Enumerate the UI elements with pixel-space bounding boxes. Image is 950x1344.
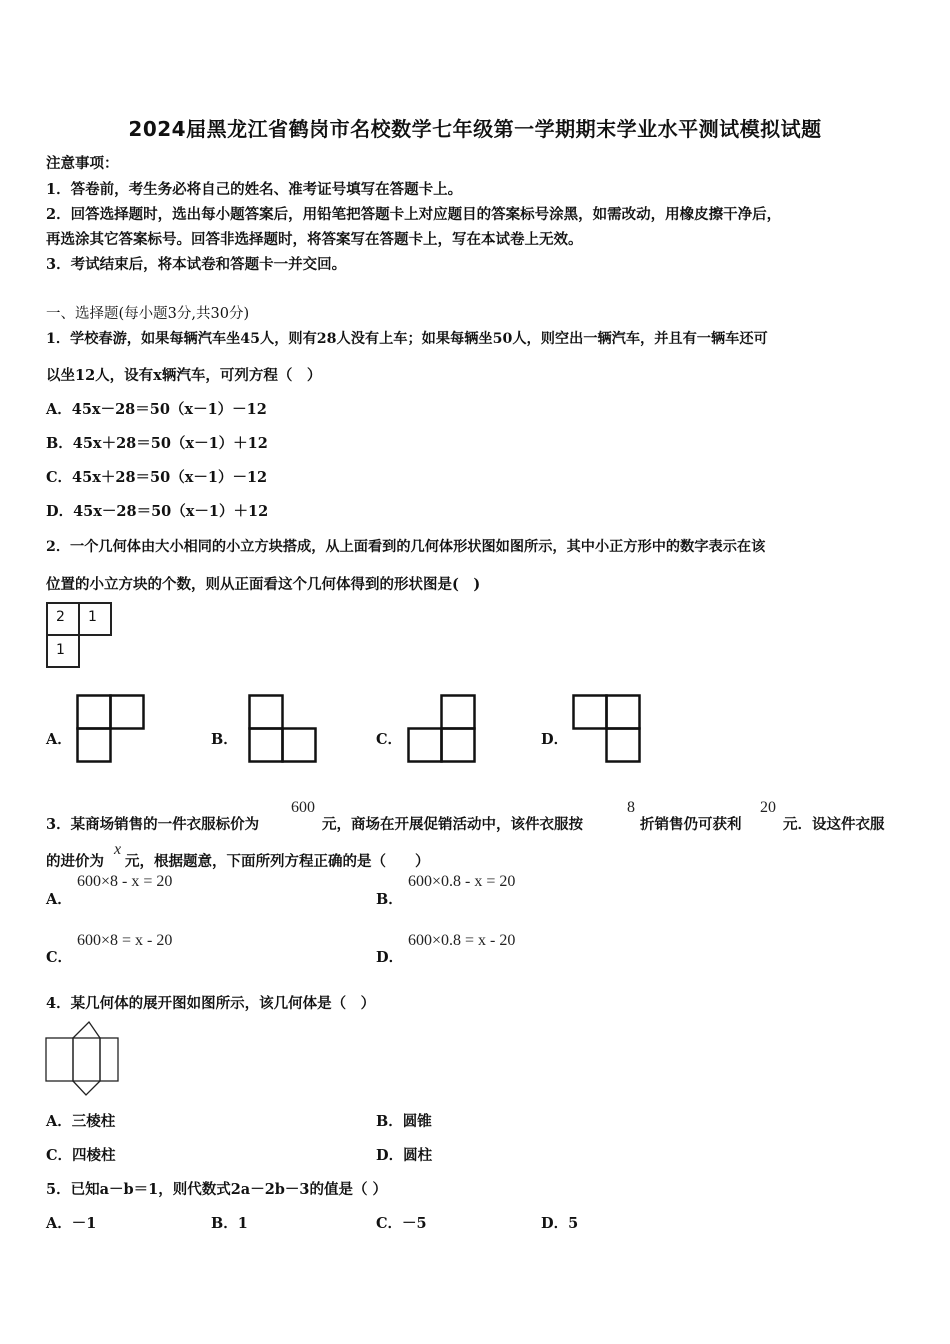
q5-stem: 5．已知a－b＝1，则代数式2a－2b－3的值是（ ） bbox=[46, 1181, 388, 1198]
q1-option-b: B．45x＋28＝50（x－1）＋12 bbox=[46, 435, 268, 452]
q4-option-a: A．三棱柱 bbox=[46, 1113, 116, 1130]
q5-option-b: B．1 bbox=[211, 1215, 248, 1232]
q3-option-d-expr: 600×0.8 = x - 20 bbox=[408, 932, 516, 949]
notice-item: 1．答卷前，考生务必将自己的姓名、准考证号填写在答题卡上。 bbox=[46, 181, 463, 198]
q3-option-c-expr: 600×8 = x - 20 bbox=[77, 932, 173, 949]
q2-option-d-figure bbox=[572, 694, 642, 764]
q5-option-a: A．－1 bbox=[46, 1215, 97, 1232]
q2-option-a-figure bbox=[76, 694, 146, 764]
notice-heading: 注意事项： bbox=[46, 155, 119, 172]
q3-discount: 8 bbox=[627, 799, 635, 816]
q3-option-b-expr: 600×0.8 - x = 20 bbox=[408, 873, 516, 890]
q4-net-figure bbox=[44, 1020, 124, 1086]
q2-stem-line1: 2．一个几何体由大小相同的小立方块搭成，从上面看到的几何体形状图如图所示，其中小正方形中的数字表示在该 bbox=[46, 539, 766, 555]
notice-item: 2．回答选择题时，选出每小题答案后，用铅笔把答题卡上对应题目的答案标号涂黑，如需改动，用橡皮擦干净后， bbox=[46, 206, 782, 223]
q4-stem: 4．某几何体的展开图如图所示，该几何体是（ ） bbox=[46, 995, 376, 1012]
q3-price: 600 bbox=[291, 799, 315, 816]
q2-stem-line2: 位置的小立方块的个数，则从正面看这个几何体得到的形状图是( ) bbox=[46, 576, 481, 593]
q3-stem-line2a: 的进价为 bbox=[46, 853, 104, 870]
section-heading: 一、选择题(每小题3分,共30分) bbox=[46, 306, 250, 322]
q1-option-c: C．45x＋28＝50（x－1）－12 bbox=[46, 469, 268, 486]
q3-option-a-label: A． bbox=[46, 891, 72, 908]
q4-option-c: C．四棱柱 bbox=[46, 1147, 116, 1164]
q1-stem-line1: 1．学校春游，如果每辆汽车坐45人，则有28人没有上车；如果每辆坐50人，则空出一辆汽车，并且有一辆车还可 bbox=[46, 331, 768, 347]
q4-option-b: B．圆锥 bbox=[376, 1113, 432, 1130]
page-title: 2024届黑龙江省鹤岗市名校数学七年级第一学期期末学业水平测试模拟试题 bbox=[128, 117, 822, 141]
q3-stem-line2b: 元，根据题意，下面所列方程正确的是（ ） bbox=[125, 853, 430, 870]
q3-option-c-label: C． bbox=[46, 949, 73, 966]
q2-option-b-figure bbox=[248, 694, 318, 764]
q3-option-d-label: D． bbox=[376, 949, 404, 966]
q1-option-a: A．45x－28＝50（x－1）－12 bbox=[46, 401, 267, 418]
notice-item: 再选涂其它答案标号。回答非选择题时，将答案写在答题卡上，写在本试卷上无效。 bbox=[46, 231, 583, 248]
grid-number: 1 bbox=[56, 642, 65, 658]
q2-option-d-label: D． bbox=[541, 731, 569, 748]
q3-stem-part4: 元．设这件衣服 bbox=[783, 816, 885, 833]
q5-option-c: C．－5 bbox=[376, 1215, 427, 1232]
q3-stem-part3: 折销售仍可获利 bbox=[640, 816, 742, 833]
q5-option-d: D．5 bbox=[541, 1215, 579, 1232]
q2-option-a-label: A． bbox=[46, 731, 72, 748]
q2-option-c-figure bbox=[407, 694, 477, 764]
q1-stem-line2: 以坐12人，设有x辆汽车，可列方程（ ） bbox=[46, 367, 322, 384]
q2-option-b-label: B． bbox=[211, 731, 238, 748]
grid-number: 1 bbox=[88, 609, 97, 625]
q3-stem-part2: 元，商场在开展促销活动中，该件衣服按 bbox=[322, 816, 583, 833]
q3-stem-part1: 3．某商场销售的一件衣服标价为 bbox=[46, 816, 260, 833]
q1-option-d: D．45x－28＝50（x－1）＋12 bbox=[46, 503, 269, 520]
notice-item: 3．考试结束后，将本试卷和答题卡一并交回。 bbox=[46, 256, 347, 273]
q2-option-c-label: C． bbox=[376, 731, 403, 748]
grid-number: 2 bbox=[56, 609, 65, 625]
q3-option-a-expr: 600×8 - x = 20 bbox=[77, 873, 173, 890]
q3-option-b-label: B． bbox=[376, 891, 403, 908]
q3-profit: 20 bbox=[760, 799, 776, 816]
q3-var: x bbox=[114, 841, 122, 858]
q4-option-d: D．圆柱 bbox=[376, 1147, 433, 1164]
